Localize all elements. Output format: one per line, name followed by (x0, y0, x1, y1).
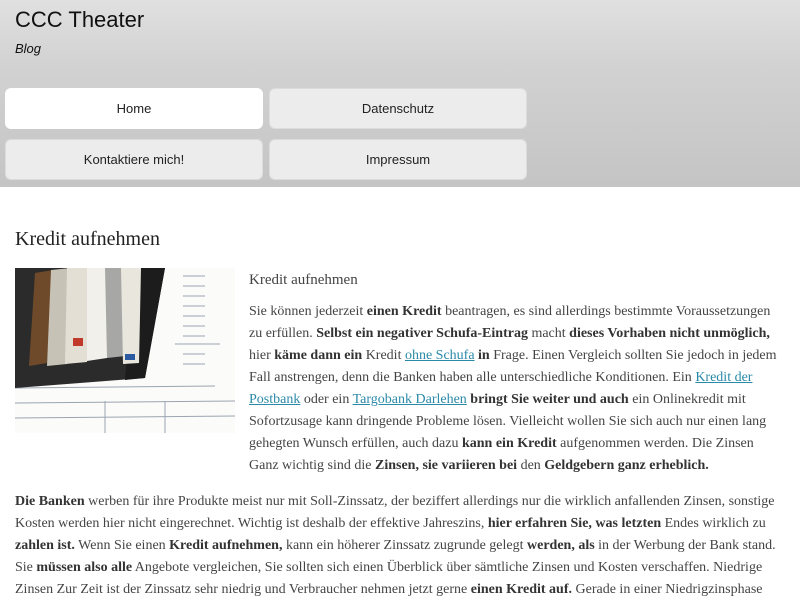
page-title: Kredit aufnehmen (15, 228, 160, 250)
text: hier (249, 348, 275, 363)
bold-text: käme dann ein (274, 348, 363, 363)
bold-text: zahlen ist. (15, 538, 75, 553)
bold-text: Geldgebern ganz erheblich. (544, 458, 709, 473)
credit-cards-wallet-icon (15, 268, 235, 433)
article-subtitle: Kredit aufnehmen (249, 272, 358, 288)
bold-text: in (478, 348, 490, 363)
text: ein Onlinekredit mit Sofortzusage kann dringende Probleme lösen. Vielleicht wollen Sie sich auch nur einen lang gehegten Wunsch erfüllen, auch dazu (249, 392, 767, 451)
nav-datenschutz[interactable]: Datenschutz (269, 88, 527, 129)
text: Angebote vergleichen, Sie sollten sich einen Überblick über sämtliche Zinsen und Kosten verschaffen. Niedrige Zinsen Zur Zeit ist der Zinssatz sehr niedrig und Verbraucher nehmen jetzt gerne (15, 560, 763, 597)
text: macht (527, 326, 570, 341)
text: Kredit (362, 348, 405, 363)
text: kann ein höherer Zinssatz zugrunde gelegt (282, 538, 527, 553)
bold-text: dieses Vorhaben nicht unmöglich, (569, 326, 770, 341)
bold-text: einen Kredit (366, 304, 442, 319)
bold-text: werden, als (527, 538, 595, 553)
intro-paragraph (249, 301, 785, 477)
text: oder ein (300, 392, 353, 407)
bold-text: Die Banken (15, 494, 85, 509)
bold-text: müssen also alle (36, 560, 133, 575)
bold-text: einen Kredit auf. (470, 582, 573, 597)
bold-text: Selbst ein negativer Schufa-Eintrag (316, 326, 528, 341)
main-content (15, 225, 785, 597)
nav-impressum[interactable]: Impressum (269, 139, 527, 180)
text: aufgenommen werden. Die Zinsen Ganz wichtig sind die (249, 436, 754, 473)
text: Sie können jederzeit (249, 304, 367, 319)
nav-home[interactable]: Home (5, 88, 263, 129)
text: werben für ihre Produkte meist nur mit Soll-Zinssatz, der beziffert allerdings nur die wirklich anfallenden Zinsen, sonstige Kosten werden hier nicht eingerechnet. Wichtig ist deshalb der effektive Jahreszins, (15, 494, 775, 531)
text: in der Werbung der Bank stand. Sie (15, 538, 776, 575)
text: den (517, 458, 545, 473)
site-description: Blog (15, 41, 42, 56)
text: Gerade in einer Niedrigzinsphase (572, 582, 763, 597)
site-title[interactable]: CCC Theater (15, 7, 145, 32)
body-paragraph (15, 491, 785, 601)
intro-block (249, 267, 785, 477)
link-targobank-darlehen[interactable]: Targobank Darlehen (352, 392, 467, 407)
nav-kontakt[interactable]: Kontaktiere mich! (5, 139, 263, 180)
text: Frage. Einen Vergleich sollten Sie jedoch in jedem Fall anstrengen, denn die Banken haben alle unterschiedliche Konditionen. Ein (249, 348, 777, 385)
link-kredit-der-postbank[interactable]: Kredit der Postbank (249, 370, 753, 407)
credit-cards-wallet-image (15, 268, 235, 433)
bold-text: hier erfahren Sie, was letzten (487, 516, 662, 531)
text: Wenn Sie einen (74, 538, 170, 553)
bold-text: kann ein Kredit (461, 436, 557, 451)
bold-text: Zinsen, sie variieren bei (374, 458, 518, 473)
site-header (0, 0, 800, 187)
text: Endes wirklich zu (661, 516, 766, 531)
bold-text: bringt Sie weiter und auch (470, 392, 629, 407)
bold-text: Kredit aufnehmen, (169, 538, 283, 553)
link-ohne-schufa[interactable]: ohne Schufa (404, 348, 475, 363)
text: beantragen, es sind allerdings bestimmte Voraussetzungen zu erfüllen. (249, 304, 771, 341)
